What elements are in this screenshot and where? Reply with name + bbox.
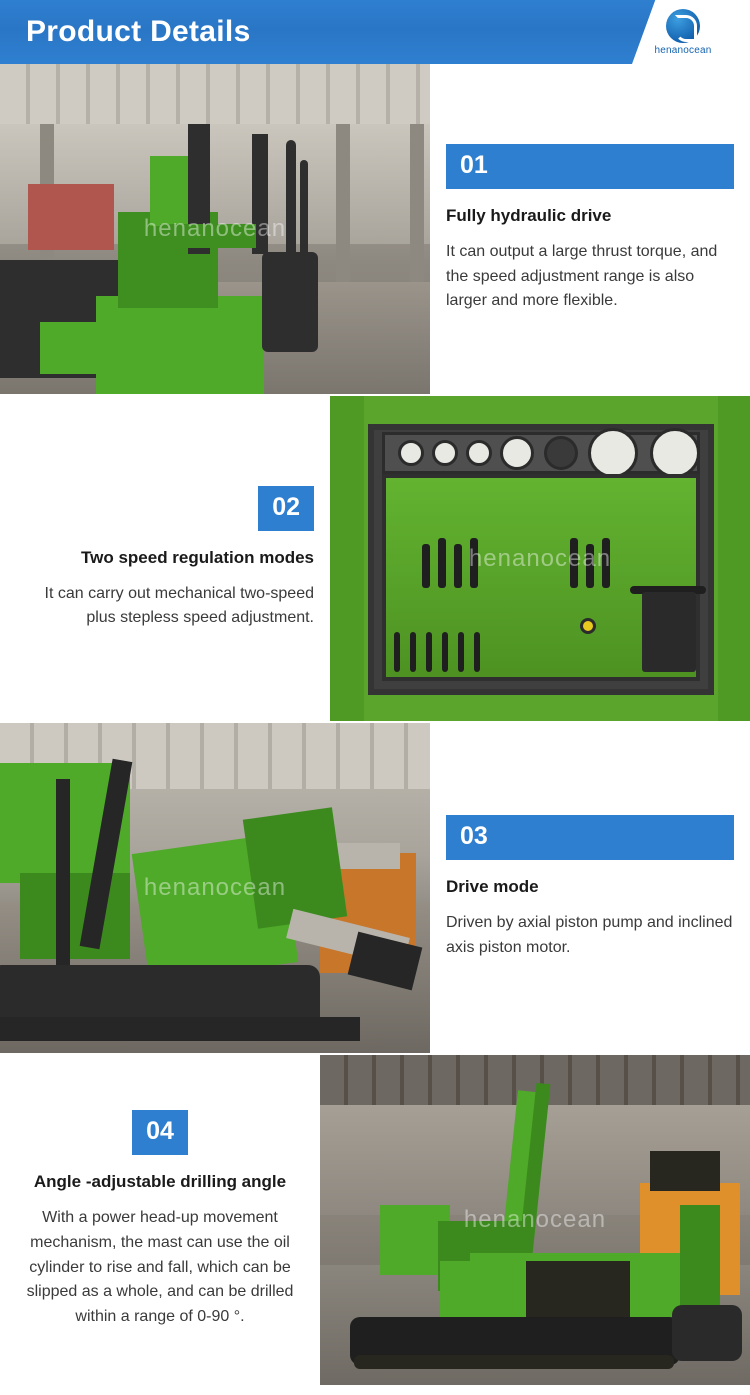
feature-text-04 <box>0 1055 320 1385</box>
feature-number-badge: 03 <box>446 815 734 860</box>
feature-text-03 <box>430 723 750 1053</box>
page-header <box>0 0 750 64</box>
feature-text-01 <box>430 64 750 394</box>
feature-number-badge: 01 <box>446 144 734 189</box>
image-watermark: henanocean <box>463 1206 607 1233</box>
feature-row-02 <box>0 396 750 721</box>
page-title: Product Details <box>26 15 251 48</box>
brand-name: henanocean <box>654 44 712 56</box>
feature-title: Fully hydraulic drive <box>446 205 612 225</box>
feature-number-badge: 02 <box>258 486 314 531</box>
feature-image-04 <box>320 1055 750 1385</box>
image-watermark: henanocean <box>143 215 287 242</box>
feature-row-03 <box>0 723 750 1053</box>
brand-logo <box>624 4 742 60</box>
image-watermark: henanocean <box>468 544 612 572</box>
feature-description: It can carry out mechanical two-speed plus stepless speed adjustment. <box>44 584 314 627</box>
feature-description: It can output a large thrust torque, and the speed adjustment range is also larger and more flexible. <box>446 242 718 310</box>
feature-row-04 <box>0 1055 750 1385</box>
feature-image-03 <box>0 723 430 1053</box>
ocean-swirl-logo-icon <box>666 9 700 43</box>
feature-image-01 <box>0 64 430 394</box>
image-watermark: henanocean <box>143 874 287 901</box>
feature-text-02 <box>0 396 330 721</box>
feature-description: With a power head-up movement mechanism, the mast can use the oil cylinder to rise and fall, which can be slipped as a whole, and can be drilled within a range of 0-90 °. <box>26 1208 294 1326</box>
feature-title: Two speed regulation modes <box>81 547 314 567</box>
feature-description: Driven by axial piston pump and inclined axis piston motor. <box>446 914 733 956</box>
feature-image-02 <box>330 396 750 721</box>
feature-number-badge: 04 <box>132 1110 188 1155</box>
feature-title: Angle -adjustable drilling angle <box>33 1172 287 1192</box>
feature-title: Drive mode <box>446 877 539 897</box>
feature-row-01 <box>0 64 750 394</box>
